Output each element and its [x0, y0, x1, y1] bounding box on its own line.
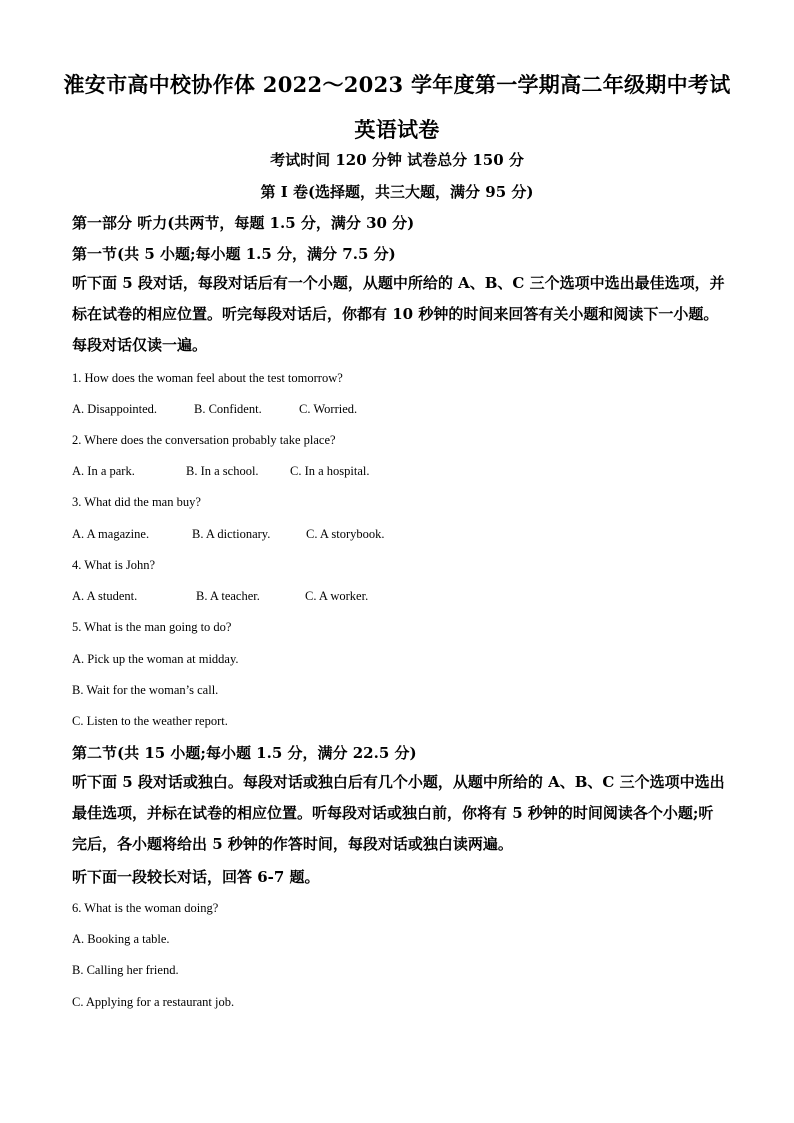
question-stem: 4. What is John?	[72, 558, 156, 572]
option-c: C. A worker.	[305, 589, 369, 603]
option-c: C. A storybook.	[306, 527, 385, 541]
part1-heading: 第一部分 听力(共两节，每题 1.5 分，满分 30 分)	[72, 214, 415, 232]
option-c: C. In a hospital.	[290, 464, 370, 478]
subject-title: 英语试卷	[354, 117, 440, 142]
option-b: B. A dictionary.	[192, 527, 271, 541]
option-c: C. Worried.	[299, 402, 358, 416]
group-heading: 听下面一段较长对话，回答 6-7 题。	[72, 868, 320, 886]
section1-instruction: 听下面 5 段对话，每段对话后有一个小题，从题中所给的 A、B、C 三个选项中选出最佳选项，并标在试卷的相应位置。听完每段对话后，你都有 10 秒钟的时间来回答有关小题和阅读下一小题。每段对话仅读一遍。	[72, 274, 725, 354]
question-stem: 1. How does the woman feel about the test tomorrow?	[72, 371, 343, 385]
question-stem: 3. What did the man buy?	[72, 495, 201, 509]
option-a: A. Disappointed.	[72, 402, 158, 416]
option-b: B. Confident.	[194, 402, 262, 416]
question-stem: 6. What is the woman doing?	[72, 901, 219, 915]
option-b: B. A teacher.	[196, 589, 260, 603]
option-a: A. A magazine.	[72, 527, 150, 541]
volume-heading: 第 I 卷(选择题，共三大题，满分 95 分)	[260, 183, 534, 201]
section2-heading: 第二节(共 15 小题;每小题 1.5 分，满分 22.5 分)	[72, 744, 417, 762]
option-c: C. Listen to the weather report.	[72, 714, 228, 728]
option-a: A. In a park.	[72, 464, 135, 478]
exam-info: 考试时间 120 分钟 试卷总分 150 分	[270, 151, 524, 169]
option-c: C. Applying for a restaurant job.	[72, 995, 235, 1009]
section1-heading: 第一节(共 5 小题;每小题 1.5 分，满分 7.5 分)	[72, 245, 396, 263]
option-b: B. Wait for the woman’s call.	[72, 683, 219, 697]
question-stem: 2. Where does the conversation probably take place?	[72, 433, 336, 447]
section2-instruction: 听下面 5 段对话或独白。每段对话或独白后有几个小题，从题中所给的 A、B、C 三个选项中选出最佳选项，并标在试卷的相应位置。听每段对话或独白前，你将有 5 秒钟的时间阅读各个小题;听完后，各小题将给出 5 秒钟的作答时间，每段对话或独白读两遍。	[72, 773, 725, 853]
option-a: A. Pick up the woman at midday.	[72, 652, 239, 666]
option-a: A. Booking a table.	[72, 932, 170, 946]
exam-title: 淮安市高中校协作体 2022～2023 学年度第一学期高二年级期中考试	[63, 72, 731, 97]
question-stem: 5. What is the man going to do?	[72, 620, 232, 634]
option-b: B. Calling her friend.	[72, 963, 179, 977]
option-b: B. In a school.	[186, 464, 259, 478]
option-a: A. A student.	[72, 589, 138, 603]
